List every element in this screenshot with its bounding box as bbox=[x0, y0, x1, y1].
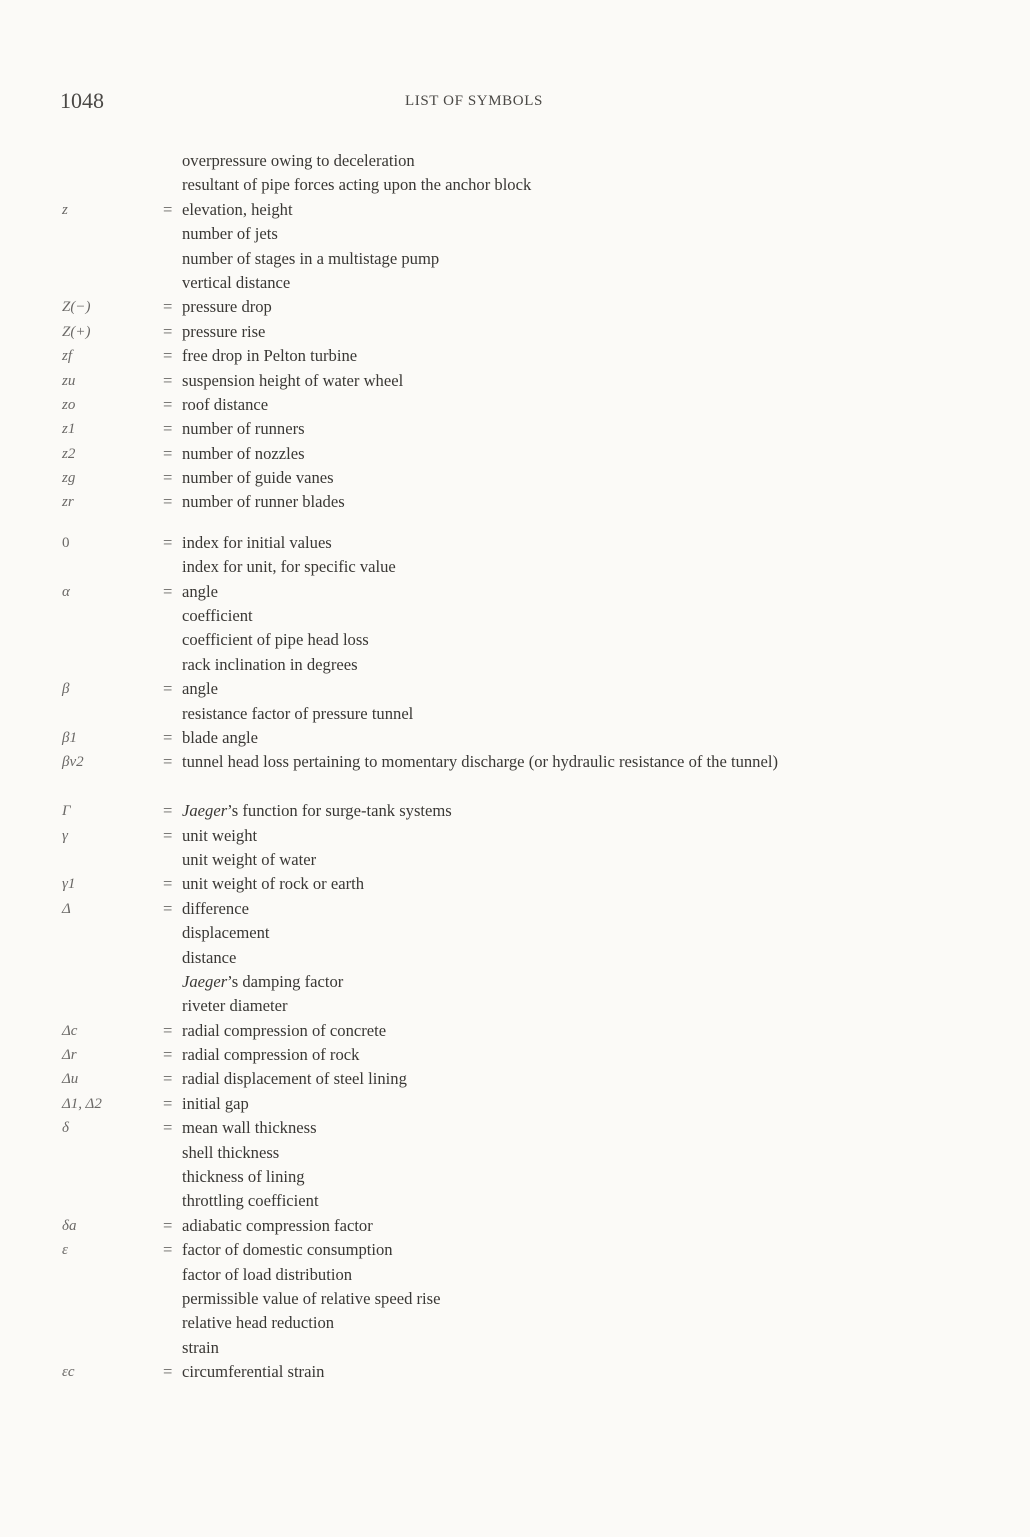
definition bbox=[182, 702, 922, 726]
equals-sign: = bbox=[163, 1020, 173, 1040]
symbol-entry bbox=[0, 247, 1030, 271]
definition-text: elevation, height bbox=[182, 199, 293, 219]
equals-sign: = bbox=[163, 1045, 173, 1065]
running-head: LIST OF SYMBOLS bbox=[405, 93, 543, 109]
equals-sign: = bbox=[163, 370, 173, 390]
symbol-entry bbox=[0, 1165, 1030, 1189]
equals-sign: = bbox=[163, 825, 173, 845]
definition bbox=[182, 1311, 922, 1335]
equals-sign: = bbox=[163, 1118, 173, 1138]
symbol-entry bbox=[0, 1092, 1030, 1116]
equals-sign: = bbox=[163, 297, 173, 317]
definition-text: number of jets bbox=[182, 224, 278, 244]
equals-sign: = bbox=[163, 321, 173, 341]
definition-text: pressure drop bbox=[182, 297, 272, 317]
definition bbox=[182, 490, 922, 514]
definition bbox=[182, 921, 922, 945]
symbol-entry bbox=[0, 1116, 1030, 1140]
definition-text: number of guide vanes bbox=[182, 468, 334, 488]
symbol-entry bbox=[0, 946, 1030, 970]
symbol-entry bbox=[0, 628, 1030, 652]
definition-text: permissible value of relative speed rise bbox=[182, 1288, 441, 1308]
definition bbox=[182, 653, 922, 677]
definition-text: unit weight of water bbox=[182, 849, 317, 869]
definition-text: mean wall thickness bbox=[182, 1118, 317, 1138]
symbol-entry bbox=[0, 726, 1030, 750]
symbol-entry bbox=[0, 1238, 1030, 1262]
definition-text: number of runners bbox=[182, 419, 305, 439]
symbol-entry bbox=[0, 271, 1030, 295]
definition-text: riveter diameter bbox=[182, 996, 288, 1016]
definition bbox=[182, 897, 922, 921]
definition-text: pressure rise bbox=[182, 321, 266, 341]
definition bbox=[182, 677, 922, 701]
symbol-entry bbox=[0, 1214, 1030, 1238]
definition bbox=[182, 393, 922, 417]
symbol: Δr bbox=[62, 1047, 77, 1064]
definition-text: radial displacement of steel lining bbox=[182, 1069, 407, 1089]
definition-text: circumferential strain bbox=[182, 1362, 325, 1382]
definition-text: free drop in Pelton turbine bbox=[182, 346, 358, 366]
symbol: ε bbox=[62, 1242, 68, 1259]
definition bbox=[182, 726, 922, 750]
symbol: α bbox=[62, 583, 70, 600]
symbol: Z(+) bbox=[62, 323, 91, 340]
definition-text: index for initial values bbox=[182, 532, 332, 552]
symbol: Δc bbox=[62, 1022, 78, 1039]
definition bbox=[182, 1165, 922, 1189]
symbol: δa bbox=[62, 1217, 77, 1234]
equals-sign: = bbox=[163, 1069, 173, 1089]
symbol: zo bbox=[62, 396, 76, 413]
definition bbox=[182, 198, 922, 222]
definition bbox=[182, 247, 922, 271]
symbol: zg bbox=[62, 470, 76, 487]
symbol: β bbox=[62, 681, 70, 698]
definition bbox=[182, 1214, 922, 1238]
symbol-entry bbox=[0, 872, 1030, 896]
definition-text: angle bbox=[182, 581, 218, 601]
definition bbox=[182, 1141, 922, 1165]
symbol-entry bbox=[0, 393, 1030, 417]
definition-text: resultant of pipe forces acting upon the anchor block bbox=[182, 175, 532, 195]
definition-text: distance bbox=[182, 947, 237, 967]
equals-sign: = bbox=[163, 727, 173, 747]
symbol-entry bbox=[0, 466, 1030, 490]
equals-sign: = bbox=[163, 468, 173, 488]
definition bbox=[182, 1360, 922, 1384]
definition-text: relative head reduction bbox=[182, 1313, 335, 1333]
symbol: β1 bbox=[62, 729, 77, 746]
equals-sign: = bbox=[163, 394, 173, 414]
definition bbox=[182, 1238, 922, 1262]
definition-text: factor of load distribution bbox=[182, 1264, 353, 1284]
definition-text: angle bbox=[182, 679, 218, 699]
definition bbox=[182, 344, 922, 368]
symbol-entry bbox=[0, 490, 1030, 514]
symbol-entry bbox=[0, 677, 1030, 701]
definition bbox=[182, 1043, 922, 1067]
definition bbox=[182, 604, 922, 628]
definition bbox=[182, 848, 922, 872]
definition-text: number of stages in a multistage pump bbox=[182, 248, 440, 268]
page-number: 1048 bbox=[60, 88, 104, 113]
definition bbox=[182, 1092, 922, 1116]
definition bbox=[182, 417, 922, 441]
symbol: γ1 bbox=[62, 876, 76, 893]
symbol: Γ bbox=[62, 803, 71, 820]
definition bbox=[182, 994, 922, 1018]
definition-text: radial compression of rock bbox=[182, 1045, 360, 1065]
definition bbox=[182, 271, 922, 295]
definition bbox=[182, 1067, 922, 1091]
symbol: zf bbox=[62, 348, 73, 365]
definition-text: vertical distance bbox=[182, 272, 291, 292]
definition-text: index for unit, for specific value bbox=[182, 557, 396, 577]
definition bbox=[182, 369, 922, 393]
symbol-list bbox=[0, 149, 1030, 1385]
definition bbox=[182, 222, 922, 246]
equals-sign: = bbox=[163, 752, 173, 772]
definition bbox=[182, 531, 922, 555]
symbol-entry bbox=[0, 1311, 1030, 1335]
symbol-entry bbox=[0, 653, 1030, 677]
definition bbox=[182, 1116, 922, 1140]
equals-sign: = bbox=[163, 874, 173, 894]
symbol: z1 bbox=[62, 421, 76, 438]
definition-text: suspension height of water wheel bbox=[182, 370, 404, 390]
definition-text: roof distance bbox=[182, 394, 269, 414]
symbol-entry bbox=[0, 750, 1030, 799]
definition-text: thickness of lining bbox=[182, 1167, 305, 1187]
equals-sign: = bbox=[163, 443, 173, 463]
symbol-entry bbox=[0, 921, 1030, 945]
symbol: zu bbox=[62, 372, 76, 389]
symbol-entry bbox=[0, 198, 1030, 222]
definition bbox=[182, 628, 922, 652]
symbol-entry bbox=[0, 555, 1030, 579]
symbol: z bbox=[62, 201, 68, 218]
symbol-entry bbox=[0, 848, 1030, 872]
symbol-entry bbox=[0, 320, 1030, 344]
symbol-entry bbox=[0, 222, 1030, 246]
equals-sign: = bbox=[163, 898, 173, 918]
symbol-entry bbox=[0, 1336, 1030, 1360]
definition-text: strain bbox=[182, 1337, 219, 1357]
symbol-entry bbox=[0, 1043, 1030, 1067]
symbol-entry bbox=[0, 702, 1030, 726]
symbol-entry bbox=[0, 1067, 1030, 1091]
definition-text: radial compression of concrete bbox=[182, 1020, 387, 1040]
symbol: Z(−) bbox=[62, 299, 91, 316]
symbol-entry bbox=[0, 1141, 1030, 1165]
definition bbox=[182, 580, 922, 604]
definition bbox=[182, 555, 922, 579]
definition-text: number of runner blades bbox=[182, 492, 345, 512]
definition bbox=[182, 1263, 922, 1287]
definition-text: coefficient bbox=[182, 606, 253, 626]
symbol: δ bbox=[62, 1120, 69, 1137]
definition-text: rack inclination in degrees bbox=[182, 654, 358, 674]
definition bbox=[182, 1019, 922, 1043]
equals-sign: = bbox=[163, 1215, 173, 1235]
symbol: Δ1, Δ2 bbox=[62, 1095, 102, 1112]
definition bbox=[182, 872, 922, 896]
symbol-entry bbox=[0, 824, 1030, 848]
definition bbox=[182, 946, 922, 970]
equals-sign: = bbox=[163, 532, 173, 552]
symbol: βv2 bbox=[62, 754, 84, 771]
definition-text: adiabatic compression factor bbox=[182, 1215, 373, 1235]
definition bbox=[182, 149, 922, 173]
author-name: Jaeger bbox=[182, 801, 228, 821]
definition-text: number of nozzles bbox=[182, 443, 305, 463]
definition bbox=[182, 1336, 922, 1360]
symbol-entry bbox=[0, 1189, 1030, 1213]
symbol-entry bbox=[0, 580, 1030, 604]
symbol-entry bbox=[0, 442, 1030, 466]
equals-sign: = bbox=[163, 419, 173, 439]
equals-sign: = bbox=[163, 199, 173, 219]
equals-sign: = bbox=[163, 1093, 173, 1113]
symbol: Δu bbox=[62, 1071, 79, 1088]
symbol: εc bbox=[62, 1364, 75, 1381]
symbol: zr bbox=[62, 494, 74, 511]
symbol-entry bbox=[0, 970, 1030, 994]
definition-text: factor of domestic consumption bbox=[182, 1240, 393, 1260]
definition-text: overpressure owing to deceleration bbox=[182, 151, 415, 170]
equals-sign: = bbox=[163, 1240, 173, 1260]
definition bbox=[182, 750, 922, 774]
symbol-entry bbox=[0, 344, 1030, 368]
definition-text: unit weight bbox=[182, 825, 258, 845]
symbol-entry bbox=[0, 799, 1030, 823]
symbol-entry bbox=[0, 897, 1030, 921]
equals-sign: = bbox=[163, 581, 173, 601]
symbol-entry bbox=[0, 994, 1030, 1018]
definition bbox=[182, 466, 922, 490]
equals-sign: = bbox=[163, 801, 173, 821]
equals-sign: = bbox=[163, 492, 173, 512]
definition bbox=[182, 1189, 922, 1213]
definition-text: initial gap bbox=[182, 1093, 249, 1113]
equals-sign: = bbox=[163, 1362, 173, 1382]
symbol-entry bbox=[0, 531, 1030, 555]
definition bbox=[182, 320, 922, 344]
definition bbox=[182, 173, 922, 197]
definition-text: ’s function for surge-tank systems bbox=[227, 801, 452, 821]
definition-text: difference bbox=[182, 898, 249, 918]
definition bbox=[182, 295, 922, 319]
symbol-entry bbox=[0, 1263, 1030, 1287]
definition-text: tunnel head loss pertaining to momentary discharge (or hydraulic resistance of the tunnel) bbox=[182, 752, 778, 772]
author-name: Jaeger bbox=[182, 971, 228, 991]
symbol-entry bbox=[0, 1019, 1030, 1043]
definition bbox=[182, 799, 922, 823]
definition-text: resistance factor of pressure tunnel bbox=[182, 703, 414, 723]
symbol-entry bbox=[0, 1287, 1030, 1311]
definition-text: shell thickness bbox=[182, 1142, 280, 1162]
definition-text: displacement bbox=[182, 923, 270, 943]
symbol: z2 bbox=[62, 445, 76, 462]
symbol-entry bbox=[0, 369, 1030, 393]
definition bbox=[182, 824, 922, 848]
definition bbox=[182, 442, 922, 466]
definition-text: blade angle bbox=[182, 727, 259, 747]
symbol-entry bbox=[0, 149, 1030, 173]
definition-text: unit weight of rock or earth bbox=[182, 874, 365, 894]
equals-sign: = bbox=[163, 346, 173, 366]
symbol-entry bbox=[0, 173, 1030, 197]
symbol: 0 bbox=[62, 534, 70, 551]
definition bbox=[182, 1287, 922, 1311]
symbol: Δ bbox=[62, 900, 71, 917]
symbol-entry bbox=[0, 1360, 1030, 1384]
symbol-entry bbox=[0, 604, 1030, 628]
definition bbox=[182, 970, 922, 994]
symbol-entry bbox=[0, 295, 1030, 319]
definition-text: throttling coefficient bbox=[182, 1191, 319, 1211]
symbol: γ bbox=[62, 827, 68, 844]
definition-text: ’s damping factor bbox=[227, 971, 344, 991]
equals-sign: = bbox=[163, 679, 173, 699]
symbol-entry bbox=[0, 417, 1030, 441]
definition-text: coefficient of pipe head loss bbox=[182, 630, 369, 650]
